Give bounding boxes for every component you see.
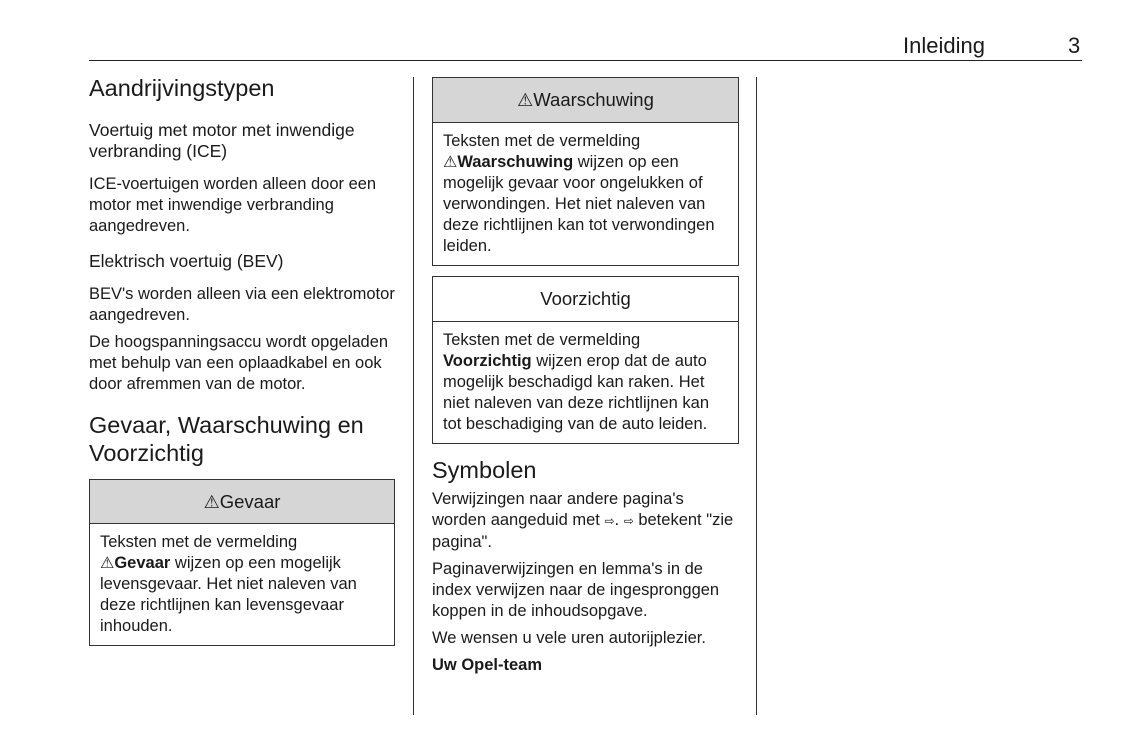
voorzichtig-box-text: Teksten met de vermelding Voorzichtig wijzen erop dat de auto mogelijk beschadigd kan raken. Het niet naleven van deze richtlijnen kan tot beschadiging van de auto leiden. [443,331,710,433]
gevaar-box-body [90,524,394,645]
column-divider-2 [756,77,757,715]
paragraph-bev-2: De hoogspanningsaccu wordt opgeladen met behulp van een oplaadkabel en ook door afremmen van de motor. [89,333,389,393]
subheading-bev: Elektrisch voertuig (BEV) [89,251,284,271]
gevaar-box [89,479,395,646]
gevaar-box-label: Gevaar [219,491,281,512]
warning-triangle-icon: ⚠ [203,492,220,512]
subheading-ice: Voertuig met motor met inwendige verbranding (ICE) [89,120,355,161]
voorzichtig-box-header [433,277,738,322]
paragraph-symbols: Verwijzingen naar andere pagina's worden aangeduid met ⇨. ⇨ betekent "zie pagina". [432,490,734,551]
signature: Uw Opel-team [432,656,543,674]
waarschuwing-box [432,77,739,266]
page-reference-arrow-icon: ⇨ [604,514,615,528]
gevaar-box-text: Teksten met de vermelding ⚠Gevaar wijzen op een mogelijk levensgevaar. Het niet naleven van deze richtlijnen kan levensgevaar inhouden. [100,533,357,635]
section-title-drive-types: Aandrijvingstypen [89,75,275,101]
waarschuwing-box-body [433,123,738,265]
column-divider-1 [413,77,414,715]
column-middle [432,77,739,676]
warning-triangle-icon: ⚠ [517,90,534,110]
paragraph-bev-1: BEV's worden alleen via een elektromotor aangedreven. [89,285,395,324]
header-section-title: Inleiding [903,33,985,58]
gevaar-box-header [90,480,394,524]
voorzichtig-box-label: Voorzichtig [540,288,631,309]
paragraph-index: Paginaverwijzingen en lemma's in de index verwijzen naar de ingespronggen koppen in de inhoudsopgave. [432,560,720,620]
waarschuwing-box-text: Teksten met de vermelding ⚠Waarschuwing wijzen op een mogelijk gevaar voor ongelukken of verwondingen. Het niet naleven van deze richtlijnen kan tot verwondingen leiden. [443,132,715,255]
waarschuwing-box-label: Waarschuwing [533,89,654,110]
section-title-danger: Gevaar, Waarschuwing en Voorzichtig [89,412,364,466]
voorzichtig-box-body [433,322,738,443]
column-left [89,74,395,646]
page-number: 3 [1068,33,1081,58]
voorzichtig-box [432,276,739,444]
warning-triangle-icon: ⚠ [100,555,115,572]
waarschuwing-box-header [433,78,738,123]
page-reference-arrow-icon: ⇨ [623,514,634,528]
warning-triangle-icon: ⚠ [443,154,458,171]
paragraph-wish: We wensen u vele uren autorijplezier. [432,629,706,647]
header-divider [89,60,1082,61]
paragraph-ice: ICE-voertuigen worden alleen door een motor met inwendige verbranding aangedreven. [89,175,377,235]
section-title-symbols: Symbolen [432,457,537,483]
